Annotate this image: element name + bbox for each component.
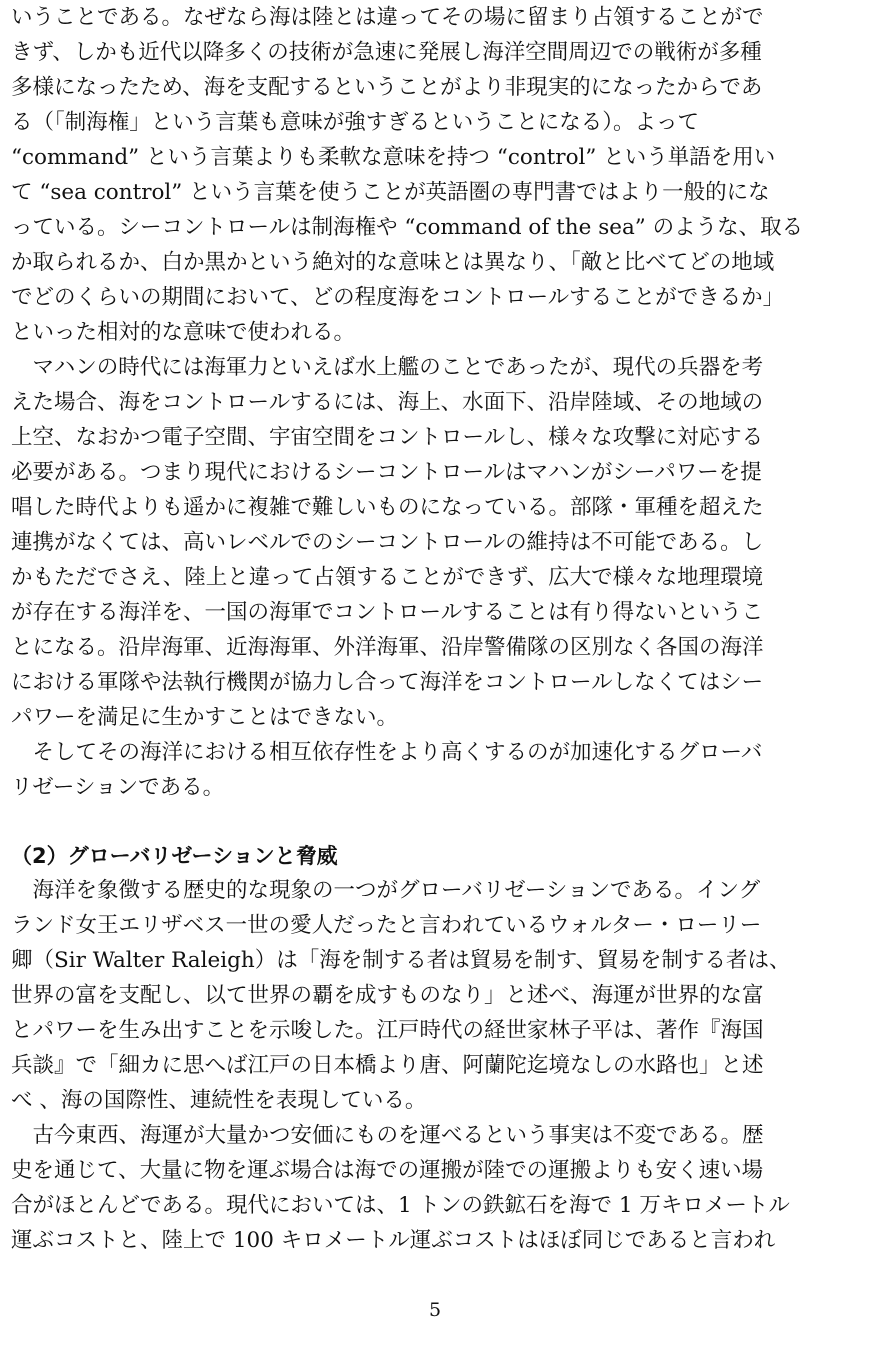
body-text-line: が存在する海洋を、一国の海軍でコントロールすることは有り得ないというこ — [11, 600, 764, 625]
body-text-line: 兵談』で「細カに思へば江戸の日本橋より唐、阿蘭陀迄境なしの水路也」と述 — [11, 1053, 764, 1078]
body-text-line: 多様になったため、海を支配するということがより非現実的になったからであ — [11, 75, 763, 100]
body-text-line: べ 、海の国際性、連続性を表現している。 — [11, 1088, 427, 1113]
body-text-line: 上空、なおかつ電子空間、宇宙空間をコントロールし、様々な攻撃に対応する — [11, 425, 764, 450]
body-text-line: 合がほとんどである。現代においては、1 トンの鉄鉱石を海で 1 万キロメートル — [11, 1193, 790, 1218]
body-text-line: “command” という言葉よりも柔軟な意味を持つ “control” という単語を用い — [11, 145, 776, 170]
body-text-line: る（「制海権」という言葉も意味が強すぎるということになる）。よって — [11, 110, 700, 135]
body-text-line: マハンの時代には海軍力といえば水上艦のことであったが、現代の兵器を考 — [11, 355, 764, 380]
body-text-line: 運ぶコストと、陸上で 100 キロメートル運ぶコストはほぼ同じであると言われ — [11, 1228, 776, 1253]
body-text-line: か取られるか、白か黒かという絶対的な意味とは異なり、「敵と比べてどの地域 — [11, 250, 775, 275]
body-text-line: っている。シーコントロールは制海権や “command of the sea” のような、取る — [11, 215, 804, 240]
body-text-line: 世界の富を支配し、以て世界の覇を成すものなり」と述べ、海運が世界的な富 — [11, 983, 764, 1008]
body-text-line: 連携がなくては、高いレベルでのシーコントロールの維持は不可能である。し — [11, 530, 764, 555]
body-text-line: 唱した時代よりも遥かに複雑で難しいものになっている。部隊・軍種を超えた — [11, 495, 764, 520]
body-text-line: て “sea control” という言葉を使うことが英語圏の専門書ではより一般的にな — [11, 180, 770, 205]
body-text-line: 卿（Sir Walter Raleigh）は「海を制する者は貿易を制す、貿易を制する者は、 — [11, 948, 791, 973]
page-number: 5 — [428, 1299, 442, 1321]
body-text-line: えた場合、海をコントロールするには、海上、水面下、沿岸陸域、その地域の — [11, 390, 764, 415]
body-text-line: とになる。沿岸海軍、近海海軍、外洋海軍、沿岸警備隊の区別なく各国の海洋 — [11, 635, 764, 660]
body-text-line: とパワーを生み出すことを示唆した。江戸時代の経世家林子平は、著作『海国 — [11, 1018, 764, 1043]
section-heading: （2）グローバリゼーションと脅威 — [11, 844, 338, 868]
body-text-line: そしてその海洋における相互依存性をより高くするのが加速化するグローバ — [11, 740, 763, 765]
body-text-line: リゼーションである。 — [11, 775, 225, 800]
body-text-line: パワーを満足に生かすことはできない。 — [11, 705, 399, 730]
body-text-line: きず、しかも近代以降多くの技術が急速に発展し海洋空間周辺での戦術が多種 — [11, 40, 762, 65]
body-text-line: ランド女王エリザベス一世の愛人だったと言われているウォルター・ローリー — [11, 913, 762, 938]
body-text-line: における軍隊や法執行機関が協力し合って海洋をコントロールしなくてはシー — [11, 670, 764, 695]
body-text-line: 必要がある。つまり現代におけるシーコントロールはマハンがシーパワーを提 — [11, 460, 762, 485]
body-text-line: 海洋を象徴する歴史的な現象の一つがグローバリゼーションである。イング — [11, 878, 761, 903]
body-text-line: いうことである。なぜなら海は陸とは違ってその場に留まり占領することがで — [11, 5, 764, 30]
body-text-line: でどのくらいの期間において、どの程度海をコントロールすることができるか」 — [11, 285, 785, 310]
body-text-line: かもただでさえ、陸上と違って占領することができず、広大で様々な地理環境 — [11, 565, 764, 590]
body-text-line: といった相対的な意味で使われる。 — [11, 320, 356, 345]
body-text-line: 古今東西、海運が大量かつ安価にものを運べるという事実は不変である。歴 — [11, 1123, 764, 1148]
body-text-line: 史を通じて、大量に物を運ぶ場合は海での運搬が陸での運搬よりも安く速い場 — [11, 1158, 764, 1183]
